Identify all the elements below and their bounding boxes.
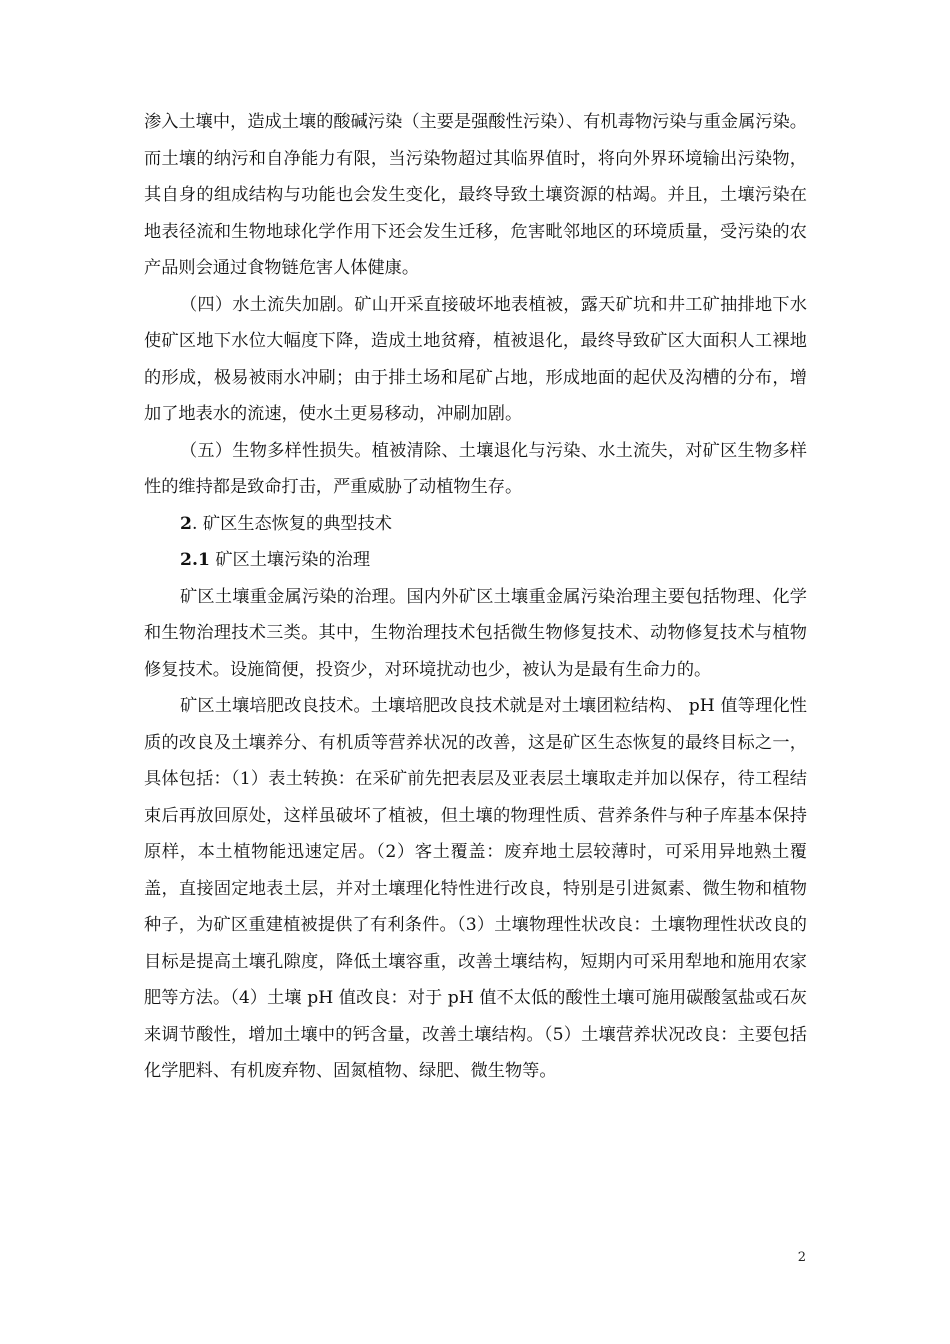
page-body: [144, 104, 807, 1090]
section-heading-2-1: [144, 542, 807, 579]
section-number: 2: [180, 513, 192, 534]
section-title: 矿区土壤污染的治理: [209, 550, 371, 570]
section-heading-2: [144, 506, 807, 543]
paragraph-continuation: 渗入土壤中，造成土壤的酸碱污染（主要是强酸性污染）、有机毒物污染与重金属污染。而土壤的纳污和自净能力有限，当污染物超过其临界值时，将向外界环境输出污染物，其自身的组成结构与功能也会发生变化，最终导致土壤资源的枯竭。并且，土壤污染在地表径流和生物地球化学作用下还会发生迁移，危害毗邻地区的环境质量，受污染的农产品则会通过食物链危害人体健康。: [144, 112, 807, 278]
section-title: . 矿区生态恢复的典型技术: [191, 513, 392, 534]
section-number: 2.1: [180, 550, 210, 570]
paragraph-soil-erosion: （四）水土流失加剧。矿山开采直接破坏地表植被，露天矿坑和井工矿抽排地下水使矿区地下水位大幅度下降，造成土地贫瘠，植被退化，最终导致矿区大面积人工裸地的形成，极易被雨水冲刷；由于排土场和尾矿占地，形成地面的起伏及沟槽的分布，增加了地表水的流速，使水土更易移动，冲刷加剧。: [144, 294, 807, 424]
paragraph-soil-improvement: 矿区土壤培肥改良技术。土壤培肥改良技术就是对土壤团粒结构、 pH 值等理化性质的改良及土壤养分、有机质等营养状况的改善，这是矿区生态恢复的最终目标之一，具体包括：（1）表土转换：在采矿前先把表层及亚表层土壤取走并加以保存，待工程结束后再放回原处，这样虽破坏了植被，但土壤的物理性质、营养条件与种子库基本保持原样，本土植物能迅速定居。（2）客土覆盖：废弃地土层较薄时，可采用异地熟土覆盖，直接固定地表土层，并对土壤理化特性进行改良，特别是引进氮素、微生物和植物种子，为矿区重建植被提供了有利条件。（3）土壤物理性状改良：土壤物理性状改良的目标是提高土壤孔隙度，降低土壤容重，改善土壤结构，短期内可采用犁地和施用农家肥等方法。（4）土壤 pH 值改良：对于 pH 值不太低的酸性土壤可施用碳酸氢盐或石灰来调节酸性，增加土壤中的钙含量，改善土壤结构。（5）土壤营养状况改良：主要包括化学肥料、有机废弃物、固氮植物、绿肥、微生物等。: [144, 696, 807, 1081]
paragraph-biodiversity-loss: （五）生物多样性损失。植被清除、土壤退化与污染、水土流失，对矿区生物多样性的维持都是致命打击，严重威胁了动植物生存。: [144, 440, 807, 497]
paragraph-heavy-metal-treatment: 矿区土壤重金属污染的治理。国内外矿区土壤重金属污染治理主要包括物理、化学和生物治理技术三类。其中，生物治理技术包括微生物修复技术、动物修复技术与植物修复技术。设施简便，投资少，对环境扰动也少，被认为是最有生命力的。: [144, 586, 807, 680]
page-number: 2: [797, 1250, 806, 1265]
